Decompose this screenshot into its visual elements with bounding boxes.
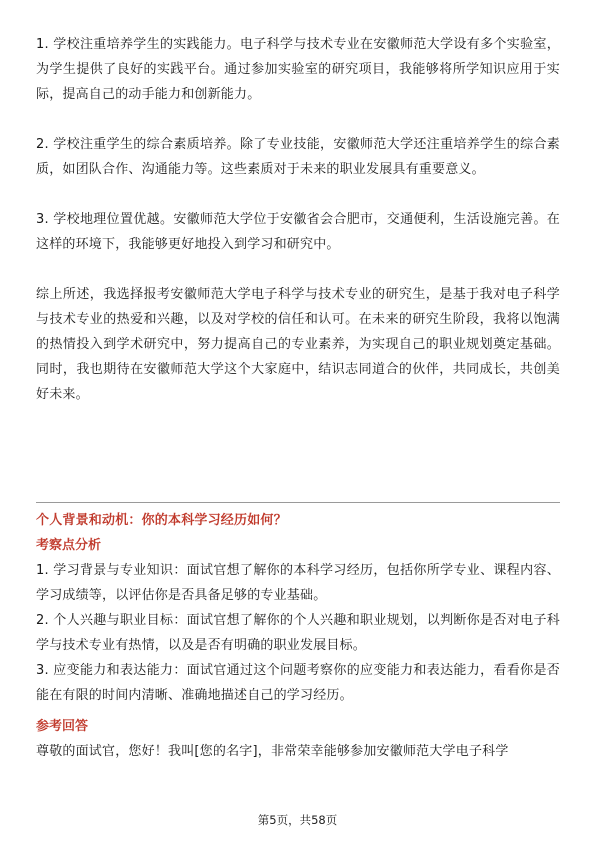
answer-text: 尊敬的面试官，您好！我叫[您的名字]，非常荣幸能够参加安徽师范大学电子科学: [36, 744, 509, 759]
paragraph-summary: 综上所述，我选择报考安徽师范大学电子科学与技术专业的研究生，是基于我对电子科学与技术专业的热爱和兴趣，以及对学校的信任和认可。在未来的研究生阶段，我将以饱满的热情投入到学术研究中，努力提高自己的专业素养，为实现自己的职业规划奠定基础。同时，我也期待在安徽师范大学这个大家庭中，结识志同道合的伙伴，共同成长，共创美好未来。: [36, 287, 560, 402]
analysis-item-1: 1. 学习背景与专业知识：面试官想了解你的本科学习经历，包括你所学专业、课程内容、学习成绩等，以评估你是否具备足够的专业基础。: [36, 563, 560, 603]
analysis-heading: 考察点分析: [36, 538, 102, 553]
analysis-item-2: 2. 个人兴趣与职业目标：面试官想了解你的个人兴趣和职业规划，以判断你是否对电子科学与技术专业有热情，以及是否有明确的职业发展目标。: [36, 613, 560, 653]
section-divider: [36, 502, 560, 503]
paragraph-2: 2. 学校注重学生的综合素质培养。除了专业技能，安徽师范大学还注重培养学生的综合素质，如团队合作、沟通能力等。这些素质对于未来的职业发展具有重要意义。: [36, 137, 560, 177]
question-section: [36, 508, 560, 764]
paragraph-1: 1. 学校注重培养学生的实践能力。电子科学与技术专业在安徽师范大学设有多个实验室，为学生提供了良好的实践平台。通过参加实验室的研究项目，我能够将所学知识应用于实际，提高自己的动手能力和创新能力。: [36, 37, 560, 102]
answer-heading: 参考回答: [36, 719, 89, 734]
body-text: [36, 32, 560, 407]
analysis-item-3: 3. 应变能力和表达能力：面试官通过这个问题考察你的应变能力和表达能力，看看你是否能在有限的时间内清晰、准确地描述自己的学习经历。: [36, 663, 560, 703]
page-number: 第5页，共58页: [257, 813, 338, 827]
question-heading: 个人背景和动机：你的本科学习经历如何？: [36, 513, 287, 528]
paragraph-3: 3. 学校地理位置优越。安徽师范大学位于安徽省会合肥市，交通便利，生活设施完善。在这样的环境下，我能够更好地投入到学习和研究中。: [36, 212, 560, 252]
